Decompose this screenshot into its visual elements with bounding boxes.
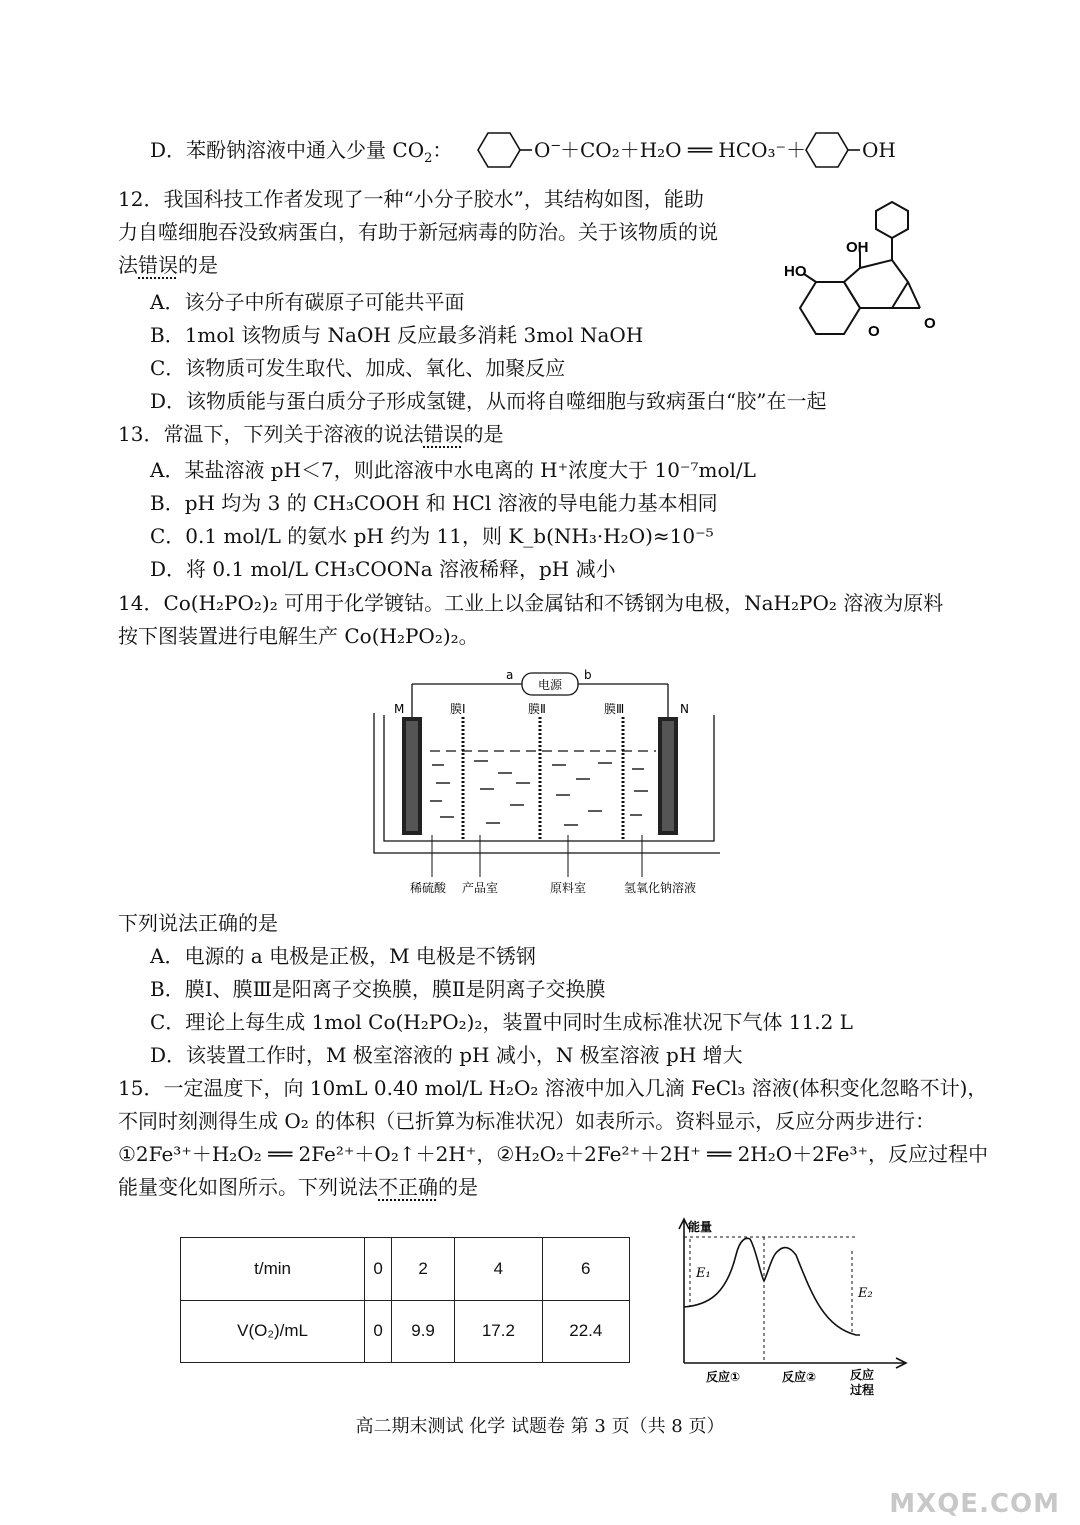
q11-equation-rest: ＋CO₂＋H₂O ══ HCO₃⁻＋: [560, 138, 807, 162]
coumarin-structure: [780, 190, 950, 340]
membrane-2-label: 膜Ⅱ: [528, 702, 546, 716]
membrane-3-label: 膜Ⅲ: [604, 702, 625, 716]
electrode-n-label: N: [680, 702, 689, 716]
table-cell: 17.2: [455, 1300, 542, 1363]
membrane-1-label: 膜Ⅰ: [450, 702, 466, 716]
q12-stem-line2: 力自噬细胞吞没致病蛋白，有助于新冠病毒的防治。关于该物质的说: [118, 220, 718, 244]
q14-option-c: C．理论上每生成 1mol Co(H₂PO₂)₂，装置中同时生成标准状况下气体 11.2 L: [150, 1010, 853, 1034]
table-cell: 2: [391, 1238, 454, 1301]
q13-option-d: D．将 0.1 mol/L CH₃COONa 溶液稀释，pH 减小: [150, 557, 616, 581]
q15-stem-line4: 能量变化如图所示。下列说法不正确的是: [118, 1175, 478, 1199]
table-cell: 9.9: [391, 1300, 454, 1363]
e2-label: E₂: [858, 1286, 873, 1301]
table-row: [181, 1300, 630, 1363]
chamber-sulfuric-label: 稀硫酸: [410, 881, 447, 895]
q14-option-d: D．该装置工作时，M 极室溶液的 pH 减小，N 极室溶液 pH 增大: [150, 1043, 743, 1067]
chamber-product-label: 产品室: [462, 881, 499, 895]
q13-option-a: A．某盐溶液 pH＜7，则此溶液中水电离的 H⁺浓度大于 10⁻⁷mol/L: [150, 458, 756, 482]
chamber-raw-label: 原料室: [550, 881, 587, 895]
watermark: MXQE.COM: [889, 1489, 1060, 1519]
q14-stem-line2: 按下图装置进行电解生产 Co(H₂PO₂)₂。: [118, 624, 479, 648]
x-axis-label-2: 过程: [850, 1383, 875, 1397]
q13-option-b: B．pH 均为 3 的 CH₃COOH 和 HCl 溶液的导电能力基本相同: [150, 491, 718, 515]
table-row: [181, 1238, 630, 1301]
electrolysis-diagram: [370, 665, 720, 900]
table-cell: 4: [455, 1238, 542, 1301]
x-axis-label-1: 反应: [850, 1368, 875, 1382]
table-cell: 6: [542, 1238, 629, 1301]
table-cell: t/min: [181, 1238, 365, 1301]
q13-option-c: C．0.1 mol/L 的氨水 pH 约为 11，则 K_b(NH₃·H₂O)≈10⁻⁵: [150, 524, 714, 548]
table-cell: 0: [365, 1300, 392, 1363]
electrode-m-label: M: [394, 702, 405, 716]
e1-label: E₁: [696, 1266, 711, 1281]
q12-stem-line3: 法错误的是: [118, 253, 218, 277]
energy-axis-label: 能量: [688, 1220, 713, 1234]
q12-option-d: D．该物质能与蛋白质分子形成氢键，从而将自噬细胞与致病蛋白“胶”在一起: [150, 389, 827, 413]
q13-stem: 13．常温下，下列关于溶液的说法错误的是: [118, 422, 504, 446]
q12-option-b: B．1mol 该物质与 NaOH 反应最多消耗 3mol NaOH: [150, 323, 644, 347]
electrode-a-label: a: [506, 668, 514, 682]
page-footer: 高二期末测试 化学 试题卷 第 3 页（共 8 页）: [355, 1416, 725, 1437]
structure-ho-left: HO: [784, 263, 807, 280]
q15-data-table: [180, 1237, 630, 1363]
reaction2-label: 反应②: [782, 1370, 817, 1384]
structure-o-ring: O: [868, 323, 880, 340]
q12-stem-line1: 12．我国科技工作者发现了一种“小分子胶水”，其结构如图，能助: [118, 187, 704, 211]
q12-option-c: C．该物质可发生取代、加成、氧化、加聚反应: [150, 356, 566, 380]
q11-option-d: D．苯酚钠溶液中通入少量 $CO_2$：: [150, 138, 453, 166]
q15-stem-line2: 不同时刻测得生成 O₂ 的体积（已折算为标准状况）如表所示。资料显示，反应分两步进行：: [118, 1109, 936, 1133]
q11-phenoxide-o: O−: [534, 138, 562, 162]
q15-stem-line1: 15．一定温度下，向 10mL 0.40 mol/L H₂O₂ 溶液中加入几滴 FeCl₃ 溶液(体积变化忽略不计)，: [118, 1076, 988, 1100]
power-label: 电源: [538, 678, 563, 692]
q15-stem-line3: ①2Fe³⁺＋H₂O₂ ══ 2Fe²⁺＋O₂↑＋2H⁺，②H₂O₂＋2Fe²⁺＋2H⁺ ══ 2H₂O＋2Fe³⁺，反应过程中: [118, 1142, 989, 1166]
reaction1-label: 反应①: [706, 1370, 741, 1384]
q14-stem-line1: 14．Co(H₂PO₂)₂ 可用于化学镀钴。工业上以金属钴和不锈钢为电极，NaH₂PO₂ 溶液为原料: [118, 591, 944, 615]
electrode-b-label: b: [584, 668, 592, 682]
table-cell: 22.4: [542, 1300, 629, 1363]
q12-option-a: A．该分子中所有碳原子可能共平面: [150, 290, 465, 314]
energy-profile-diagram: [660, 1215, 920, 1400]
structure-oh-top: OH: [846, 239, 869, 256]
q11-phenol-oh: OH: [862, 138, 896, 162]
table-cell: 0: [365, 1238, 392, 1301]
chamber-naoh-label: 氢氧化钠溶液: [624, 881, 697, 895]
q14-option-b: B．膜Ⅰ、膜Ⅲ是阳离子交换膜，膜Ⅱ是阴离子交换膜: [150, 977, 606, 1001]
structure-o-carbonyl: O: [924, 315, 936, 332]
q14-ask: 下列说法正确的是: [118, 911, 278, 935]
q14-option-a: A．电源的 a 电极是正极，M 电极是不锈钢: [150, 944, 536, 968]
table-cell: V(O₂)/mL: [181, 1300, 365, 1363]
